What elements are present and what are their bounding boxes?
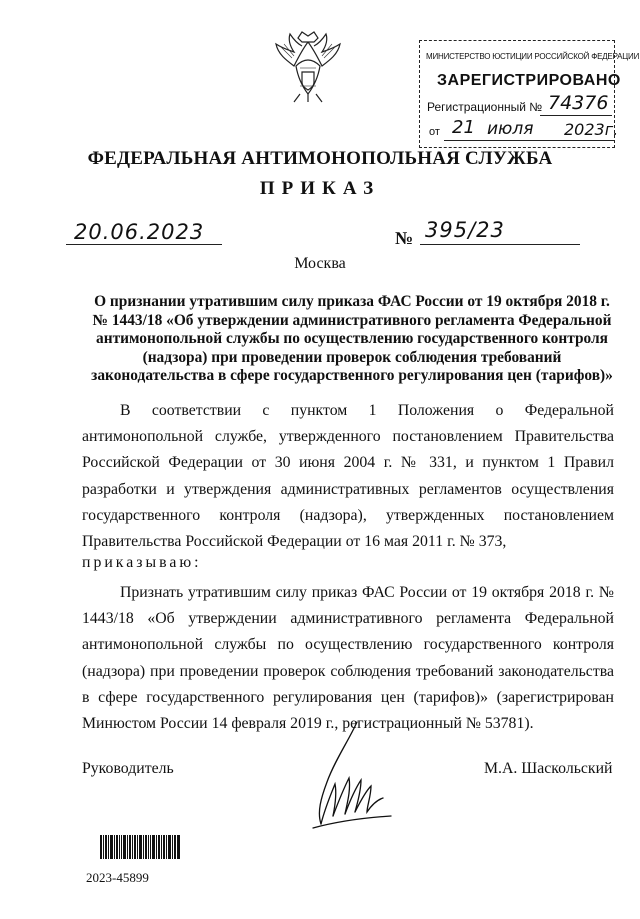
date-underline xyxy=(66,244,222,245)
signatory-role: Руководитель xyxy=(82,760,174,777)
stamp-date-month: июля xyxy=(487,119,534,139)
document-title: О признании утратившим силу приказа ФАС России от 19 октября 2018 г. № 1443/18 «Об утверждении административного регламента Федеральной антимонопольной службы по осуществлению государственного контроля (надзора) при проведении проверок соблюдения требований законодательства в сфере государственного регулирования цен (тарифов)» xyxy=(91,293,613,385)
stamp-ministry: МИНИСТЕРСТВО ЮСТИЦИИ РОССИЙСКОЙ ФЕДЕРАЦИИ xyxy=(426,52,640,61)
city: Москва xyxy=(294,255,346,272)
stamp-reg-label: Регистрационный № xyxy=(427,100,543,114)
handwritten-signature xyxy=(305,720,395,838)
order-date: 20.06.2023 xyxy=(74,220,205,244)
document-type: ПРИКАЗ xyxy=(259,178,381,199)
agency-name: ФЕДЕРАЛЬНАЯ АНТИМОНОПОЛЬНАЯ СЛУЖБА xyxy=(87,148,553,169)
number-underline xyxy=(420,244,580,245)
stamp-reg-number: 74376 xyxy=(548,92,609,114)
coat-of-arms-icon xyxy=(272,28,344,104)
order-word: приказываю: xyxy=(82,554,202,571)
preamble-paragraph: В соответствии с пунктом 1 Положения о Федеральной антимонопольной службе, утвержденного постановлением Правительства Российской Федерации от 30 июня 2004 г. № 331, и пунктом 1 Правил разработки и утверждения административных регламентов осуществления государственного контроля (надзора), утвержденных постановлением Правительства Российской Федерации от 16 мая 2011 г. № 373, xyxy=(82,402,614,551)
decision-paragraph: Признать утратившим силу приказ ФАС России от 19 октября 2018 г. № 1443/18 «Об утверждении административного регламента Федеральной антимонопольной службы по осуществлению государственного контроля (надзора) при проведении проверок соблюдения требований законодательства в сфере государственного регулирования цен (тарифов)» (зарегистрирован Минюстом России 14 февраля 2019 г., регистрационный № 53781). xyxy=(82,584,614,733)
stamp-status: ЗАРЕГИСТРИРОВАНО xyxy=(437,72,621,89)
barcode xyxy=(100,835,180,859)
document-id: 2023-45899 xyxy=(86,870,149,885)
order-number: 395/23 xyxy=(425,218,505,242)
stamp-date-prefix: от xyxy=(429,126,440,138)
signatory-name: М.А. Шаскольский xyxy=(484,760,613,777)
stamp-number-underline xyxy=(540,115,612,116)
stamp-date-underline xyxy=(444,140,614,141)
stamp-date-year: 2023г. xyxy=(564,120,619,139)
number-label: № xyxy=(395,228,414,248)
stamp-date-day: 21 xyxy=(452,117,475,138)
